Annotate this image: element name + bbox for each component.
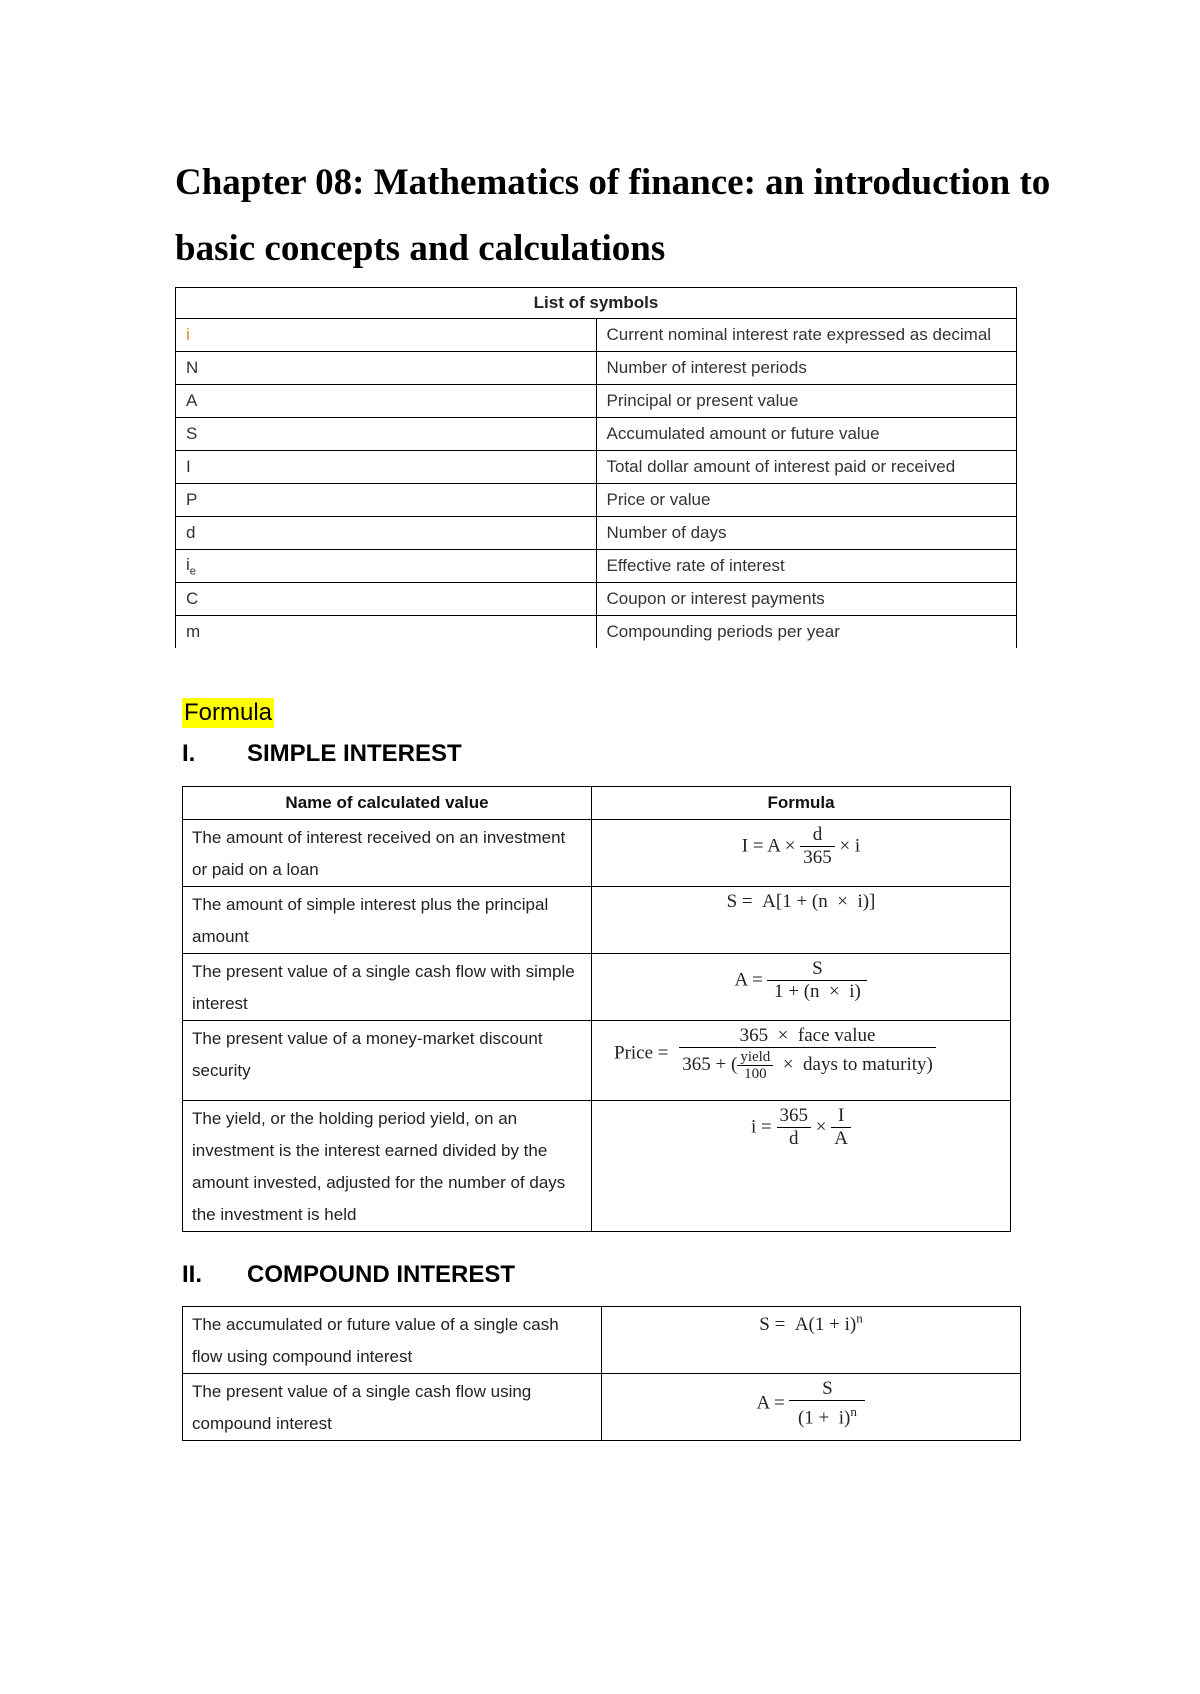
symbols-table [175, 287, 1017, 648]
description-cell: The amount of simple interest plus the principal amount [183, 887, 592, 954]
symbol-cell: C [176, 583, 597, 616]
formula-yield: i = $\frac{365}{d}$ × $\frac{I}{A}$ [751, 1116, 851, 1137]
formula-cell [592, 1101, 1011, 1232]
table-row [176, 385, 1017, 418]
formula-cell [592, 887, 1011, 954]
table-row [176, 319, 1017, 352]
table-row [183, 1374, 1021, 1441]
formula-compound-present-value: A = $\frac{S}{(1 + i)^n}$ [757, 1392, 866, 1413]
table-row [176, 550, 1017, 583]
table-row [176, 352, 1017, 385]
formula-cell [602, 1374, 1021, 1441]
description-cell: The yield, or the holding period yield, on an investment is the interest earned divided by the amount invested, adjusted for the number of days the investment is held [183, 1101, 592, 1232]
simple-interest-table [182, 786, 1011, 1232]
description-cell: The present value of a single cash flow with simple interest [183, 954, 592, 1021]
table-row [176, 517, 1017, 550]
symbol-cell: i [176, 319, 597, 352]
formula-cell [592, 1021, 1011, 1101]
meaning-cell: Total dollar amount of interest paid or received [596, 451, 1017, 484]
column-header: Formula [592, 787, 1011, 820]
compound-interest-heading [182, 1260, 515, 1290]
meaning-cell: Price or value [596, 484, 1017, 517]
meaning-cell: Number of days [596, 517, 1017, 550]
table-row [183, 1021, 1011, 1101]
symbols-table-header: List of symbols [176, 288, 1017, 319]
formula-cell [602, 1307, 1021, 1374]
page-title: Chapter 08: Mathematics of finance: an introduction to basic concepts and calculations [175, 162, 1051, 269]
description-cell: The present value of a money-market discount security [183, 1021, 592, 1101]
formula-label: Formula [184, 699, 273, 726]
meaning-cell: Principal or present value [596, 385, 1017, 418]
formula-interest: I = A × $\frac{d}{365}$ × i [741, 824, 861, 868]
symbol-cell [176, 550, 597, 583]
symbol-cell: d [176, 517, 597, 550]
table-row [176, 484, 1017, 517]
ie-symbol: $i_e$ [186, 554, 196, 578]
description-cell: The amount of interest received on an investment or paid on a loan [183, 820, 592, 887]
table-row [183, 887, 1011, 954]
formula-future-value: $S = A(1 + i)^n$ [759, 1311, 863, 1336]
formula-price: Price = 365 × face value 365 + ( $\frac{\text{yield}}{100}$ × days to maturity) [614, 1042, 936, 1063]
meaning-cell: Accumulated amount or future value [596, 418, 1017, 451]
table-row [183, 954, 1011, 1021]
symbol-cell: m [176, 616, 597, 649]
column-header: Name of calculated value [183, 787, 592, 820]
description-cell: The present value of a single cash flow using compound interest [183, 1374, 602, 1441]
formula-present-value: A = $\frac{S}{1 + (n \times i)}$ [735, 969, 868, 990]
table-row [176, 451, 1017, 484]
meaning-cell: Compounding periods per year [596, 616, 1017, 649]
description-cell: The accumulated or future value of a single cash flow using compound interest [183, 1307, 602, 1374]
meaning-cell: Coupon or interest payments [596, 583, 1017, 616]
table-row [183, 1307, 1021, 1374]
compound-interest-table [182, 1306, 1021, 1441]
table-row [183, 1101, 1011, 1232]
formula-simple-amount: S = A[1 + (n × i)] [726, 891, 876, 912]
ie-subscript: e [189, 565, 196, 578]
table-row [176, 616, 1017, 649]
table-row [176, 418, 1017, 451]
section-title: COMPOUND INTEREST [247, 1261, 516, 1288]
table-row [183, 820, 1011, 887]
symbol-cell: P [176, 484, 597, 517]
section-title: SIMPLE INTEREST [247, 740, 462, 767]
symbol-cell: A [176, 385, 597, 418]
section-number: I. [182, 740, 196, 767]
symbol-cell: N [176, 352, 597, 385]
simple-interest-heading [182, 739, 462, 769]
meaning-cell: Effective rate of interest [596, 550, 1017, 583]
table-row [176, 583, 1017, 616]
symbol-cell: I [176, 451, 597, 484]
meaning-cell: Current nominal interest rate expressed as decimal [596, 319, 1017, 352]
formula-cell [592, 820, 1011, 887]
section-number: II. [182, 1261, 203, 1288]
formula-cell [592, 954, 1011, 1021]
symbol-cell: S [176, 418, 597, 451]
meaning-cell: Number of interest periods [596, 352, 1017, 385]
